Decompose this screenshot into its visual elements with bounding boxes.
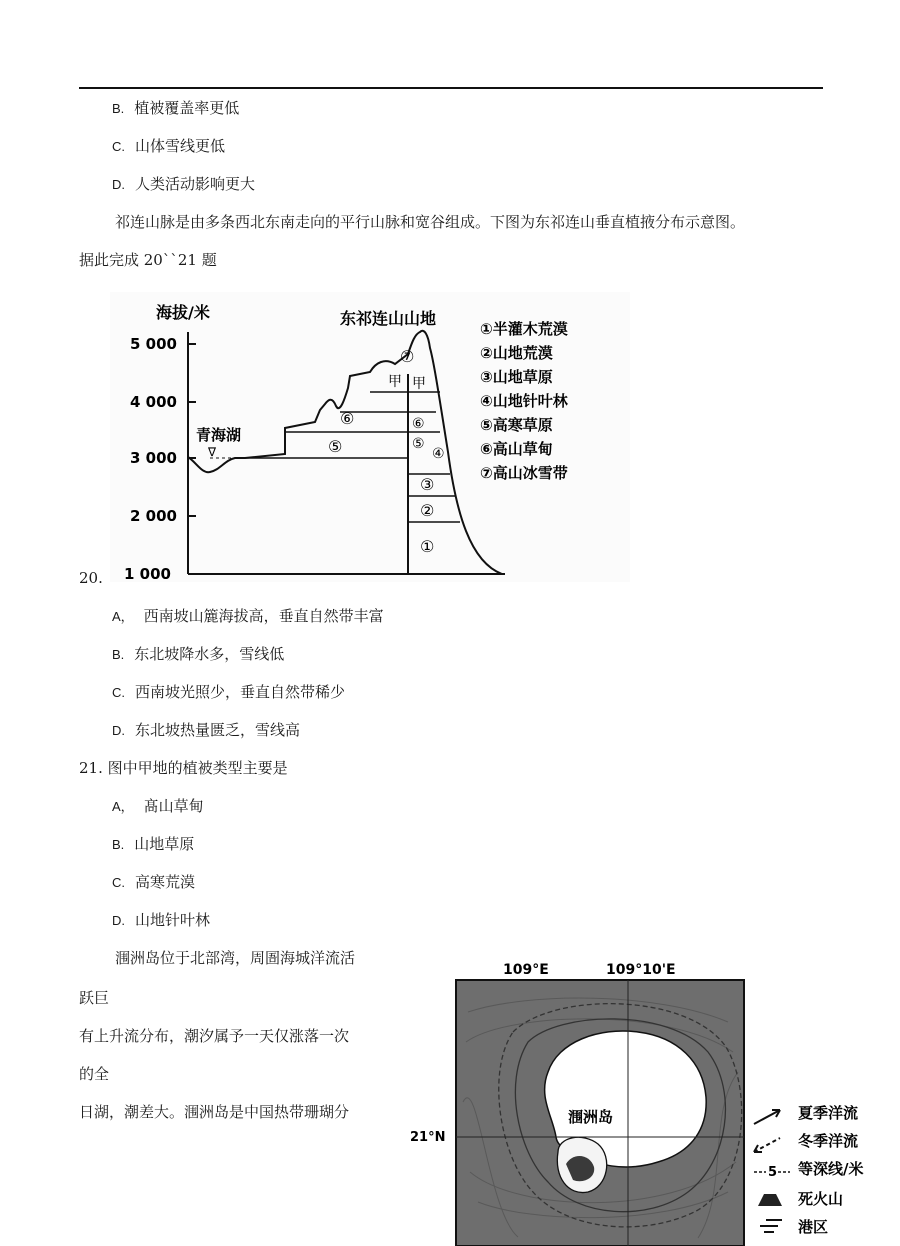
zone-mark-6-east: ⑥ [412, 416, 425, 432]
legend-7: ⑦高山冰雪带 [480, 464, 568, 482]
passage2-line5: 日湖，潮差大。涠洲岛是中国热带珊瑚分 [79, 1103, 350, 1121]
legend-6: ⑥高山草甸 [480, 440, 553, 458]
island-label: 涠洲岛 [568, 1108, 614, 1126]
q21-option-b[interactable]: B. 山地草原 [112, 835, 195, 853]
zone-mark-4: ④ [432, 446, 445, 462]
legend-isobath-value: 5 [768, 1165, 778, 1180]
legend-5: ⑤高寒草原 [480, 416, 553, 434]
q21-stem: 21. 图中甲地的植被类型主要是 [79, 759, 288, 777]
legend-2: ②山地荒漠 [480, 344, 553, 362]
passage1-line1: 祁连山脉是由多条西北东南走向的平行山脉和宽谷组成。下图为东祁连山垂直植掖分布示意图。 [115, 213, 746, 231]
legend-4: ④山地针叶林 [480, 392, 568, 410]
q21-option-d[interactable]: D. 山地针叶林 [112, 911, 211, 929]
q21-option-a[interactable]: A， 髙山草甸 [112, 797, 204, 815]
harbor-icon [760, 1220, 782, 1232]
map-legend [754, 1104, 863, 1236]
zone-mark-5-west: ⑤ [328, 437, 343, 456]
legend-dead-volcano: 死火山 [798, 1190, 844, 1208]
q21-option-c[interactable]: C. 高寒荒漠 [112, 873, 196, 891]
y-tick-2000: 2 000 [130, 507, 177, 525]
legend-harbor: 港区 [798, 1218, 829, 1236]
lon-label-109-10e: 109°10'E [606, 962, 676, 978]
legend-isobath: 等深线/米 [798, 1160, 864, 1178]
zone-mark-7: ⑦ [400, 347, 415, 366]
passage1-line2: 据此完成 20``21 题 [79, 251, 217, 269]
q19-option-c[interactable]: C. 山体雪线更低 [112, 137, 226, 155]
dead-volcano-icon [758, 1194, 782, 1206]
legend-3: ③山地草原 [480, 368, 553, 386]
q20-option-b[interactable]: B. 东北坡降水多，雪线低 [112, 645, 285, 663]
y-tick-1000: 1 000 [124, 565, 171, 582]
q20-option-a[interactable]: A， 西南坡山簏海拔高，垂直自然带丰富 [112, 607, 384, 625]
figure-vegetation-zones [110, 292, 630, 582]
y-tick-3000: 3 000 [130, 449, 177, 467]
passage2-line2: 跃巨 [79, 989, 110, 1007]
q19-option-b[interactable]: B. 植被覆盖率更低 [112, 99, 240, 117]
lon-label-109e: 109°E [503, 962, 549, 978]
zone-jia-west: 甲 [388, 374, 402, 390]
zone-mark-1: ① [420, 537, 435, 556]
zone-mark-2: ② [420, 501, 435, 520]
header-rule [79, 87, 823, 89]
lake-label: 青海湖 [196, 426, 242, 444]
figure-weizhou-map [408, 952, 900, 1246]
q19-option-d[interactable]: D. 人类活动影响更大 [112, 175, 256, 193]
y-axis-title: 海拔/米 [156, 303, 210, 322]
lat-label-21n: 21°N [410, 1130, 446, 1145]
zone-mark-6-west: ⑥ [340, 409, 355, 428]
passage2-line1: 涠洲岛位于北部湾，周圄海城洋流活 [115, 949, 356, 967]
q20-option-d[interactable]: D. 东北坡热量匮乏，雪线高 [112, 721, 301, 739]
y-tick-4000: 4 000 [130, 393, 177, 411]
passage2-line3: 有上升流分布，潮汐属予一天仅涨落一次 [79, 1027, 350, 1045]
zone-jia-east: 甲 [412, 376, 426, 392]
zone-mark-5-east: ⑤ [412, 436, 425, 452]
legend-1: ①半灌木荒漠 [480, 320, 568, 338]
passage2-line4: 的全 [79, 1065, 110, 1083]
q20-stem: 20. [79, 569, 103, 587]
legend-winter-current: 冬季洋流 [798, 1132, 859, 1150]
q20-option-c[interactable]: C. 西南坡光照少，垂直自然带稀少 [112, 683, 346, 701]
lake-symbol: ∇ [208, 445, 217, 459]
mountain-title: 东祁连山山地 [340, 309, 437, 328]
zone-mark-3: ③ [420, 475, 435, 494]
legend-summer-current: 夏季洋流 [798, 1104, 859, 1122]
y-tick-5000: 5 000 [130, 335, 177, 353]
